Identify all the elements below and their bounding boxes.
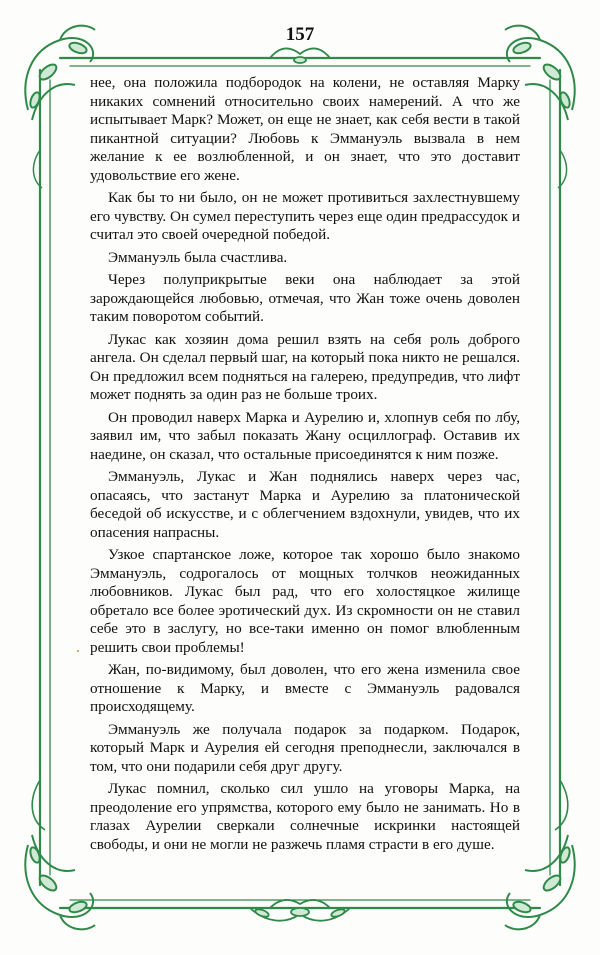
- paragraph: Узкое спартанское ложе, которое так хорошо было знакомо Эммануэль, содрогалось от мощных толчков неожиданных любовников. Лукас был рад, что его холостяцкое жилище обретало все более эротический дух. Из скромности он не ставил себе это в заслугу, но все-таки именно он помог влюбленным решить свои проблемы!: [90, 546, 520, 656]
- paragraph: Эммануэль была счастлива.: [108, 248, 288, 266]
- paragraph: Эммануэль, Лукас и Жан поднялись наверх через час, опасаясь, что застанут Марка и Аурелию за платонической беседой об искусстве, и с облегчением вздохнули, увидев, что их опасения напрасны.: [90, 468, 520, 541]
- body-text: [90, 74, 520, 858]
- top-center-ornament: [270, 48, 330, 63]
- paragraph: Через полуприкрытые веки она наблюдает за этой зарождающейся любовью, отмечая, что Жан тоже очень доволен таким поворотом событий.: [90, 271, 520, 325]
- paragraph: Лукас помнил, сколько сил ушло на уговоры Марка, на преодоление его упрямства, которого ему было не занимать. Но в глазах Аурелии сверкали солнечные искринки настоящей свободы, и они не могли не разжечь пламя страсти в его душе.: [90, 780, 520, 853]
- print-speck: [77, 650, 79, 652]
- page-number: 157: [285, 24, 315, 45]
- paragraph: Эммануэль же получала подарок за подарком. Подарок, который Марк и Аурелия ей сегодня преподнесли, заключался в том, что они подарили себя друг другу.: [90, 720, 520, 775]
- bottom-center-ornament: [250, 900, 350, 921]
- paragraph: нее, она положила подбородок на колени, не оставляя Марку никаких сомнений относительно своих намерений. А что же испытывает Марк? Может, он еще не знает, как себя вести в такой пикантной ситуации? Любовь к Эммануэль вызвала в нем желание к ее возлюбленной, и он знает, что это доставит удовольствие его жене.: [90, 74, 520, 184]
- paragraph: Как бы то ни было, он не может противиться захлестнувшему его чувству. Он сумел переступить через еще один предрассудок и считал это своей очередной победой.: [90, 189, 520, 243]
- paragraph: Лукас как хозяин дома решил взять на себя роль доброго ангела. Он сделал первый шаг, на который пока никто не решался. Он предложил всем подняться на галерею, предупредив, что лифт может поднять за один раз не больше троих.: [90, 330, 520, 403]
- paragraph: Он проводил наверх Марка и Аурелию и, хлопнув себя по лбу, заявил им, что забыл показать Жану осциллограф. Оставив их наедине, он сказал, что остальные присоединятся к ним позже.: [90, 408, 520, 463]
- paragraph: Жан, по-видимому, был доволен, что его жена изменила свое отношение к Марку, и вместе с Эммануэль радовался происходящему.: [90, 661, 520, 715]
